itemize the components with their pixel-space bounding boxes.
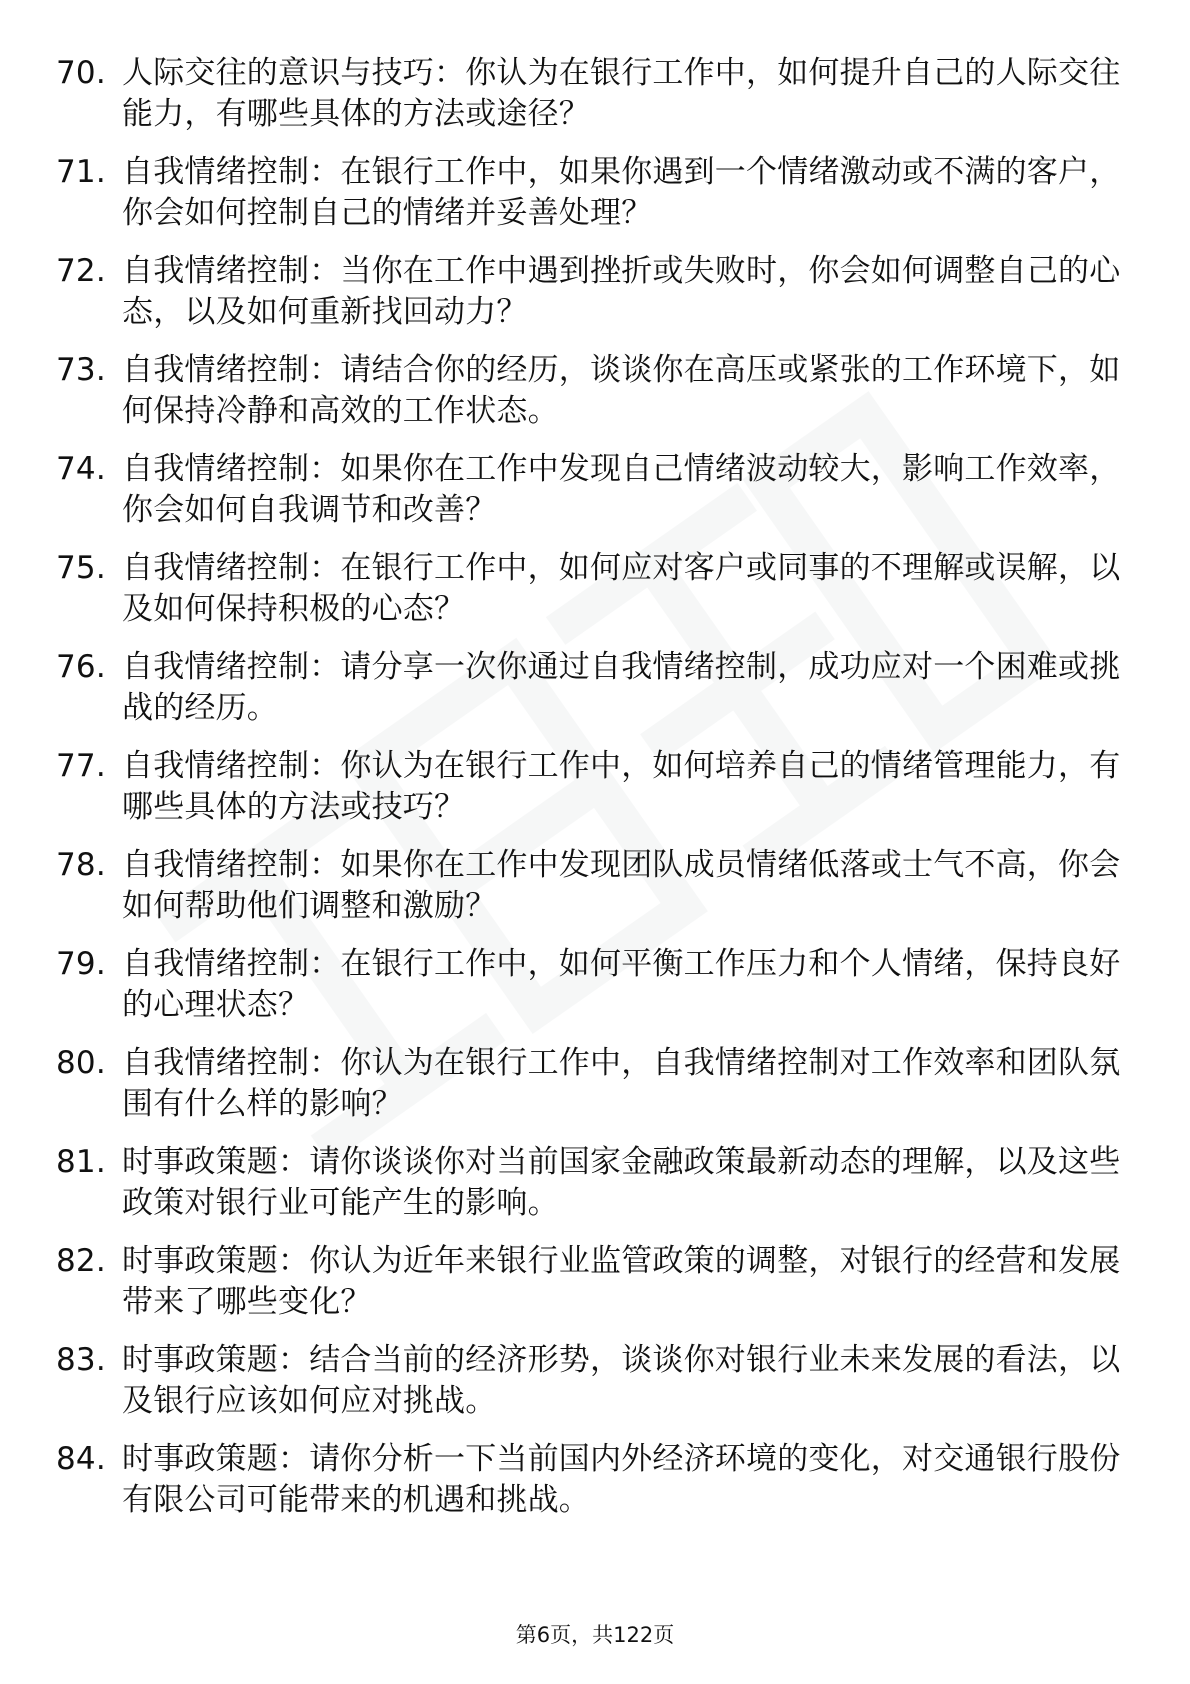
question-text: 自我情绪控制：如果你在工作中发现团队成员情绪低落或士气不高，你会如何帮助他们调整和激励？	[122, 847, 1121, 924]
question-number: 74.	[56, 451, 106, 487]
question-number: 84.	[56, 1441, 106, 1477]
question-item	[56, 53, 1136, 135]
question-text: 自我情绪控制：在银行工作中，如何平衡工作压力和个人情绪，保持良好的心理状态？	[122, 946, 1121, 1023]
question-number: 76.	[56, 649, 106, 685]
question-text: 自我情绪控制：在银行工作中，如何应对客户或同事的不理解或误解，以及如何保持积极的心态？	[122, 550, 1121, 627]
question-item	[56, 1340, 1136, 1422]
question-text: 自我情绪控制：当你在工作中遇到挫折或失败时，你会如何调整自己的心态，以及如何重新找回动力？	[122, 253, 1121, 330]
question-text: 时事政策题：结合当前的经济形势，谈谈你对银行业未来发展的看法，以及银行应该如何应对挑战。	[122, 1342, 1121, 1419]
question-item	[56, 548, 1136, 630]
question-number: 70.	[56, 55, 106, 91]
question-item	[56, 746, 1136, 828]
question-item	[56, 1142, 1136, 1224]
question-number: 77.	[56, 748, 106, 784]
question-item	[56, 647, 1136, 729]
question-text: 人际交往的意识与技巧：你认为在银行工作中，如何提升自己的人际交往能力，有哪些具体的方法或途径？	[122, 55, 1121, 132]
question-text: 自我情绪控制：如果你在工作中发现自己情绪波动较大，影响工作效率，你会如何自我调节和改善？	[122, 451, 1121, 528]
question-text: 自我情绪控制：请结合你的经历，谈谈你在高压或紧张的工作环境下，如何保持冷静和高效的工作状态。	[122, 352, 1121, 429]
question-text: 自我情绪控制：请分享一次你通过自我情绪控制，成功应对一个困难或挑战的经历。	[122, 649, 1121, 726]
question-item	[56, 1043, 1136, 1125]
question-text: 时事政策题：你认为近年来银行业监管政策的调整，对银行的经营和发展带来了哪些变化？	[122, 1243, 1121, 1320]
question-number: 82.	[56, 1243, 106, 1279]
question-text: 时事政策题：请你分析一下当前国内外经济环境的变化，对交通银行股份有限公司可能带来的机遇和挑战。	[122, 1441, 1121, 1518]
question-number: 72.	[56, 253, 106, 289]
question-number: 75.	[56, 550, 106, 586]
question-item	[56, 251, 1136, 333]
question-item	[56, 1439, 1136, 1521]
question-number: 81.	[56, 1144, 106, 1180]
question-number: 78.	[56, 847, 106, 883]
question-item	[56, 845, 1136, 927]
question-text: 自我情绪控制：在银行工作中，如果你遇到一个情绪激动或不满的客户，你会如何控制自己的情绪并妥善处理？	[122, 154, 1121, 231]
page-indicator: 第6页，共122页	[515, 1623, 675, 1647]
question-text: 时事政策题：请你谈谈你对当前国家金融政策最新动态的理解，以及这些政策对银行业可能产生的影响。	[122, 1144, 1121, 1221]
question-item	[56, 449, 1136, 531]
question-number: 80.	[56, 1045, 106, 1081]
question-number: 71.	[56, 154, 106, 190]
question-number: 83.	[56, 1342, 106, 1378]
question-item	[56, 350, 1136, 432]
question-text: 自我情绪控制：你认为在银行工作中，自我情绪控制对工作效率和团队氛围有什么样的影响？	[122, 1045, 1121, 1122]
question-number: 73.	[56, 352, 106, 388]
question-number: 79.	[56, 946, 106, 982]
question-item	[56, 1241, 1136, 1323]
question-text: 自我情绪控制：你认为在银行工作中，如何培养自己的情绪管理能力，有哪些具体的方法或技巧？	[122, 748, 1121, 825]
question-item	[56, 944, 1136, 1026]
question-list	[56, 53, 1136, 1538]
question-item	[56, 152, 1136, 234]
